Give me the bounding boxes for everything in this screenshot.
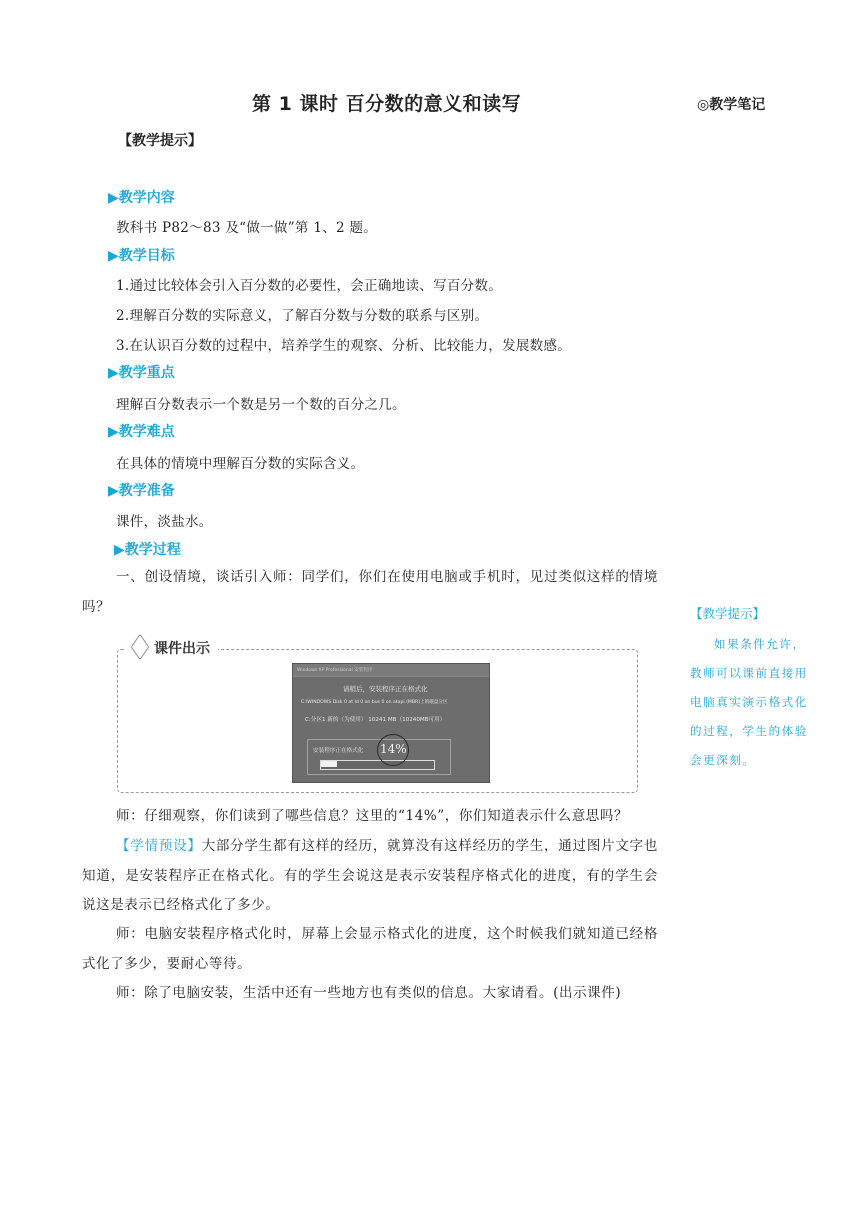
goal-line-3: 3.在认识百分数的过程中，培养学生的观察、分析、比较能力，发展数感。	[116, 338, 572, 354]
paragraph-prediction: 【学情预设】大部分学生都有这样的经历，就算没有这样经历的学生，通过图片文字也知道，是安装程序正在格式化。有的学生会说这是表示安装程序格式化的进度，有的学生会说这是表示已经格式化了多少。	[82, 838, 658, 913]
key-line: 理解百分数表示一个数是另一个数的百分之几。	[116, 397, 406, 413]
teaching-notes-label: ◎教学笔记	[697, 97, 766, 113]
content-line: 教科书 P82～83 及“做一做”第 1、2 题。	[116, 220, 378, 236]
section-title-process: ▶教学过程	[114, 542, 181, 558]
screen-line-2: C:\WINDOWS Disk 0 at Id 0 on bus 0 on atapi (MBR)上的磁盘分区	[301, 700, 448, 705]
section-title-key: ▶教学重点	[108, 365, 175, 381]
side-note-title: 【教学提示】	[690, 606, 766, 621]
side-note-body: 如果条件允许，教师可以课前直接用电脑真实演示格式化的过程，学生的体验会更深刻。	[690, 637, 808, 767]
section-title-difficulty: ▶教学难点	[108, 424, 175, 440]
prep-line: 课件，淡盐水。	[116, 514, 213, 530]
goal-line-1: 1.通过比较体会引入百分数的必要性，会正确地读、写百分数。	[116, 278, 503, 294]
highlight-circle	[377, 734, 409, 766]
section-title-content: ▶教学内容	[108, 190, 175, 206]
page-title: 第 1 课时 百分数的意义和读写	[252, 93, 522, 115]
section-title-prep: ▶教学准备	[108, 483, 175, 499]
paragraph-intro: 一、创设情境，谈话引入师：同学们，你们在使用电脑或手机时，见过类似这样的情境吗？	[82, 569, 658, 615]
section-title-goals: ▶教学目标	[108, 248, 175, 264]
progress-bar	[320, 760, 435, 770]
tag-icon	[131, 634, 150, 661]
courseware-label: 课件出示	[126, 636, 218, 662]
teaching-tips-heading: 【教学提示】	[118, 133, 202, 149]
goal-line-2: 2.理解百分数的实际意义，了解百分数与分数的联系与区别。	[116, 308, 489, 324]
paragraph-teacher-1: 师：电脑安装程序格式化时，屏幕上会显示格式化的进度，这个时候我们就知道已经格式化了多少，要耐心等待。	[82, 926, 658, 972]
prediction-tag: 【学情预设】	[116, 838, 202, 854]
progress-percent: 14%	[380, 742, 407, 756]
progress-label: 安装程序正在格式化	[313, 748, 364, 754]
screen-line-1: 请稍后，安装程序正在格式化	[343, 685, 428, 693]
window-title: Windows XP Professional 安装程序	[297, 668, 373, 673]
progress-bar-fill	[321, 761, 337, 767]
difficulty-line: 在具体的情境中理解百分数的实际含义。	[116, 456, 365, 472]
paragraph-teacher-2: 师：除了电脑安装，生活中还有一些地方也有类似的信息。大家请看。(出示课件)	[116, 985, 622, 1001]
paragraph-question: 师：仔细观察，你们读到了哪些信息？这里的“14%”，你们知道表示什么意思吗？	[116, 808, 629, 824]
screen-line-3: C:分区1 新的（为使用） 10241 MB（10240MB可用）	[305, 717, 446, 723]
